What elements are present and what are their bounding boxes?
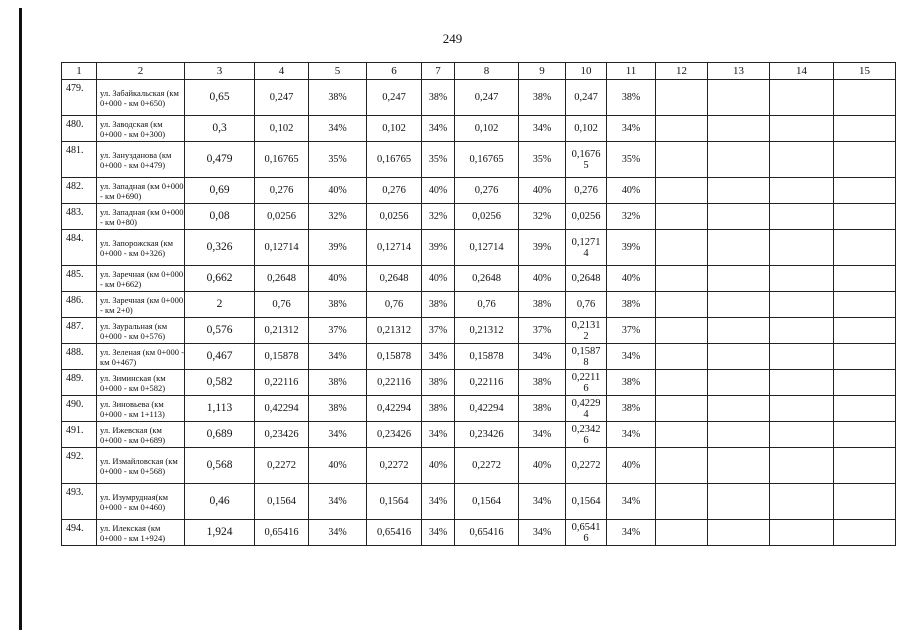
percent-c5: 40%	[309, 266, 367, 292]
percent-c5: 40%	[309, 448, 367, 484]
value-c10: 0,2648	[566, 266, 607, 292]
percent-c7: 35%	[422, 142, 455, 178]
value-length: 0,69	[185, 178, 255, 204]
table-row	[62, 520, 896, 546]
value-c6: 0,276	[367, 178, 422, 204]
percent-c5: 34%	[309, 520, 367, 546]
value-c6: 0,23426	[367, 422, 422, 448]
value-c8: 0,16765	[455, 142, 519, 178]
empty-cell	[656, 292, 708, 318]
empty-cell	[656, 344, 708, 370]
percent-c11: 34%	[607, 344, 656, 370]
empty-cell	[656, 80, 708, 116]
street-name: ул. Заречная (км 0+000 - км 0+662)	[97, 266, 185, 292]
empty-cell	[708, 520, 770, 546]
value-c6: 0,21312	[367, 318, 422, 344]
street-name: ул. Зиминская (км 0+000 - км 0+582)	[97, 370, 185, 396]
value-c6: 0,76	[367, 292, 422, 318]
empty-cell	[834, 318, 896, 344]
value-length: 0,689	[185, 422, 255, 448]
row-number: 487.	[62, 318, 97, 344]
empty-cell	[656, 142, 708, 178]
table-row	[62, 370, 896, 396]
row-number: 479.	[62, 80, 97, 116]
value-c10: 0,22116	[566, 370, 607, 396]
value-c4: 0,2272	[255, 448, 309, 484]
value-c4: 0,16765	[255, 142, 309, 178]
street-name: ул. Зиновьева (км 0+000 - км 1+113)	[97, 396, 185, 422]
value-c10: 0,102	[566, 116, 607, 142]
value-c4: 0,2648	[255, 266, 309, 292]
value-length: 0,08	[185, 204, 255, 230]
table-row	[62, 484, 896, 520]
street-name: ул. Запорожская (км 0+000 - км 0+326)	[97, 230, 185, 266]
value-c6: 0,65416	[367, 520, 422, 546]
value-c6: 0,247	[367, 80, 422, 116]
table-row	[62, 204, 896, 230]
empty-cell	[770, 116, 834, 142]
percent-c5: 38%	[309, 396, 367, 422]
empty-cell	[834, 344, 896, 370]
value-length: 0,576	[185, 318, 255, 344]
percent-c11: 38%	[607, 80, 656, 116]
empty-cell	[656, 484, 708, 520]
table-row	[62, 422, 896, 448]
value-c6: 0,2272	[367, 448, 422, 484]
value-c4: 0,65416	[255, 520, 309, 546]
empty-cell	[770, 318, 834, 344]
table-row	[62, 292, 896, 318]
table-row	[62, 344, 896, 370]
percent-c7: 38%	[422, 292, 455, 318]
percent-c7: 38%	[422, 396, 455, 422]
percent-c9: 40%	[519, 448, 566, 484]
data-table	[61, 62, 896, 546]
table-header-row	[62, 63, 896, 80]
empty-cell	[770, 142, 834, 178]
percent-c11: 40%	[607, 266, 656, 292]
street-name: ул. Заречная (км 0+000 - км 2+0)	[97, 292, 185, 318]
row-number: 489.	[62, 370, 97, 396]
percent-c9: 34%	[519, 422, 566, 448]
value-c8: 0,21312	[455, 318, 519, 344]
row-number: 480.	[62, 116, 97, 142]
value-c6: 0,102	[367, 116, 422, 142]
value-c4: 0,42294	[255, 396, 309, 422]
empty-cell	[656, 520, 708, 546]
percent-c9: 40%	[519, 178, 566, 204]
value-c10: 0,76	[566, 292, 607, 318]
value-c6: 0,15878	[367, 344, 422, 370]
value-c8: 0,0256	[455, 204, 519, 230]
row-number: 483.	[62, 204, 97, 230]
percent-c5: 39%	[309, 230, 367, 266]
street-name: ул. Занузданова (км 0+000 - км 0+479)	[97, 142, 185, 178]
column-header: 1	[62, 63, 97, 80]
value-c8: 0,247	[455, 80, 519, 116]
value-c10: 0,16765	[566, 142, 607, 178]
value-c10: 0,247	[566, 80, 607, 116]
value-c6: 0,22116	[367, 370, 422, 396]
column-header: 4	[255, 63, 309, 80]
empty-cell	[834, 292, 896, 318]
percent-c11: 34%	[607, 116, 656, 142]
percent-c5: 34%	[309, 484, 367, 520]
empty-cell	[834, 80, 896, 116]
column-header: 3	[185, 63, 255, 80]
percent-c11: 32%	[607, 204, 656, 230]
percent-c11: 39%	[607, 230, 656, 266]
value-length: 1,924	[185, 520, 255, 546]
value-length: 0,662	[185, 266, 255, 292]
empty-cell	[708, 142, 770, 178]
column-header: 11	[607, 63, 656, 80]
percent-c7: 40%	[422, 266, 455, 292]
percent-c11: 37%	[607, 318, 656, 344]
empty-cell	[770, 484, 834, 520]
table-row	[62, 396, 896, 422]
street-name: ул. Измайловская (км 0+000 - км 0+568)	[97, 448, 185, 484]
empty-cell	[770, 520, 834, 546]
empty-cell	[770, 80, 834, 116]
percent-c5: 38%	[309, 370, 367, 396]
empty-cell	[770, 266, 834, 292]
percent-c9: 39%	[519, 230, 566, 266]
column-header: 12	[656, 63, 708, 80]
empty-cell	[770, 292, 834, 318]
value-c8: 0,23426	[455, 422, 519, 448]
street-name: ул. Западная (км 0+000 - км 0+690)	[97, 178, 185, 204]
percent-c5: 34%	[309, 116, 367, 142]
empty-cell	[656, 396, 708, 422]
value-c8: 0,12714	[455, 230, 519, 266]
value-length: 2	[185, 292, 255, 318]
value-c8: 0,1564	[455, 484, 519, 520]
percent-c7: 32%	[422, 204, 455, 230]
column-header: 2	[97, 63, 185, 80]
value-c4: 0,1564	[255, 484, 309, 520]
value-c8: 0,2648	[455, 266, 519, 292]
street-name: ул. Илекская (км 0+000 - км 1+924)	[97, 520, 185, 546]
empty-cell	[770, 178, 834, 204]
value-c6: 0,12714	[367, 230, 422, 266]
empty-cell	[708, 178, 770, 204]
percent-c9: 38%	[519, 396, 566, 422]
percent-c7: 34%	[422, 422, 455, 448]
column-header: 14	[770, 63, 834, 80]
empty-cell	[656, 178, 708, 204]
street-name: ул. Изумрудная(км 0+000 - км 0+460)	[97, 484, 185, 520]
value-c10: 0,0256	[566, 204, 607, 230]
margin-bar	[19, 8, 22, 630]
percent-c11: 38%	[607, 370, 656, 396]
table-row	[62, 80, 896, 116]
row-number: 492.	[62, 448, 97, 484]
empty-cell	[770, 230, 834, 266]
column-header: 8	[455, 63, 519, 80]
empty-cell	[770, 448, 834, 484]
percent-c11: 35%	[607, 142, 656, 178]
page-number: 249	[442, 31, 463, 46]
column-header: 7	[422, 63, 455, 80]
value-c4: 0,102	[255, 116, 309, 142]
empty-cell	[834, 370, 896, 396]
percent-c9: 32%	[519, 204, 566, 230]
empty-cell	[656, 318, 708, 344]
value-c10: 0,65416	[566, 520, 607, 546]
value-c4: 0,15878	[255, 344, 309, 370]
percent-c9: 34%	[519, 116, 566, 142]
percent-c5: 35%	[309, 142, 367, 178]
percent-c9: 40%	[519, 266, 566, 292]
empty-cell	[770, 396, 834, 422]
empty-cell	[708, 204, 770, 230]
row-number: 485.	[62, 266, 97, 292]
value-c6: 0,0256	[367, 204, 422, 230]
value-c8: 0,22116	[455, 370, 519, 396]
value-c4: 0,21312	[255, 318, 309, 344]
empty-cell	[708, 230, 770, 266]
empty-cell	[770, 204, 834, 230]
empty-cell	[834, 422, 896, 448]
row-number: 482.	[62, 178, 97, 204]
value-length: 1,113	[185, 396, 255, 422]
value-c10: 0,42294	[566, 396, 607, 422]
percent-c11: 34%	[607, 484, 656, 520]
percent-c9: 34%	[519, 344, 566, 370]
value-length: 0,65	[185, 80, 255, 116]
empty-cell	[708, 80, 770, 116]
empty-cell	[708, 116, 770, 142]
value-length: 0,568	[185, 448, 255, 484]
value-c4: 0,247	[255, 80, 309, 116]
empty-cell	[708, 396, 770, 422]
column-header: 9	[519, 63, 566, 80]
value-c10: 0,1564	[566, 484, 607, 520]
percent-c5: 34%	[309, 344, 367, 370]
percent-c5: 38%	[309, 80, 367, 116]
value-c10: 0,21312	[566, 318, 607, 344]
percent-c11: 38%	[607, 292, 656, 318]
table-row	[62, 116, 896, 142]
value-c6: 0,16765	[367, 142, 422, 178]
table-row	[62, 230, 896, 266]
empty-cell	[770, 370, 834, 396]
value-c8: 0,42294	[455, 396, 519, 422]
empty-cell	[834, 396, 896, 422]
value-length: 0,582	[185, 370, 255, 396]
street-name: ул. Западная (км 0+000 - км 0+80)	[97, 204, 185, 230]
value-c4: 0,22116	[255, 370, 309, 396]
empty-cell	[834, 230, 896, 266]
empty-cell	[656, 448, 708, 484]
empty-cell	[834, 116, 896, 142]
percent-c7: 34%	[422, 344, 455, 370]
percent-c11: 38%	[607, 396, 656, 422]
value-length: 0,3	[185, 116, 255, 142]
percent-c11: 34%	[607, 520, 656, 546]
value-length: 0,479	[185, 142, 255, 178]
empty-cell	[708, 266, 770, 292]
percent-c9: 38%	[519, 292, 566, 318]
empty-cell	[708, 292, 770, 318]
empty-cell	[708, 344, 770, 370]
percent-c11: 40%	[607, 448, 656, 484]
street-name: ул. Зеленая (км 0+000 - км 0+467)	[97, 344, 185, 370]
empty-cell	[834, 142, 896, 178]
empty-cell	[834, 204, 896, 230]
percent-c5: 38%	[309, 292, 367, 318]
row-number: 481.	[62, 142, 97, 178]
column-header: 15	[834, 63, 896, 80]
empty-cell	[656, 230, 708, 266]
empty-cell	[770, 422, 834, 448]
empty-cell	[656, 116, 708, 142]
empty-cell	[708, 484, 770, 520]
value-c6: 0,1564	[367, 484, 422, 520]
row-number: 494.	[62, 520, 97, 546]
table-row	[62, 318, 896, 344]
empty-cell	[834, 484, 896, 520]
column-header: 6	[367, 63, 422, 80]
value-length: 0,46	[185, 484, 255, 520]
percent-c7: 38%	[422, 80, 455, 116]
empty-cell	[656, 204, 708, 230]
value-c6: 0,42294	[367, 396, 422, 422]
empty-cell	[708, 448, 770, 484]
percent-c7: 34%	[422, 116, 455, 142]
percent-c5: 37%	[309, 318, 367, 344]
row-number: 484.	[62, 230, 97, 266]
row-number: 491.	[62, 422, 97, 448]
street-name: ул. Заводская (км 0+000 - км 0+300)	[97, 116, 185, 142]
value-c4: 0,76	[255, 292, 309, 318]
value-c4: 0,276	[255, 178, 309, 204]
empty-cell	[708, 318, 770, 344]
street-name: ул. Забайкальская (км 0+000 - км 0+650)	[97, 80, 185, 116]
value-c8: 0,76	[455, 292, 519, 318]
value-c8: 0,2272	[455, 448, 519, 484]
value-c10: 0,12714	[566, 230, 607, 266]
percent-c7: 37%	[422, 318, 455, 344]
empty-cell	[708, 370, 770, 396]
value-c6: 0,2648	[367, 266, 422, 292]
row-number: 490.	[62, 396, 97, 422]
percent-c5: 34%	[309, 422, 367, 448]
value-length: 0,326	[185, 230, 255, 266]
percent-c11: 34%	[607, 422, 656, 448]
percent-c7: 38%	[422, 370, 455, 396]
column-header: 13	[708, 63, 770, 80]
table-row	[62, 178, 896, 204]
percent-c5: 40%	[309, 178, 367, 204]
row-number: 486.	[62, 292, 97, 318]
percent-c7: 40%	[422, 178, 455, 204]
percent-c9: 34%	[519, 484, 566, 520]
value-length: 0,467	[185, 344, 255, 370]
value-c10: 0,23426	[566, 422, 607, 448]
table-row	[62, 448, 896, 484]
percent-c9: 37%	[519, 318, 566, 344]
table-row	[62, 266, 896, 292]
street-name: ул. Ижевская (км 0+000 - км 0+689)	[97, 422, 185, 448]
empty-cell	[834, 178, 896, 204]
percent-c7: 34%	[422, 484, 455, 520]
value-c8: 0,102	[455, 116, 519, 142]
percent-c9: 38%	[519, 80, 566, 116]
percent-c7: 40%	[422, 448, 455, 484]
empty-cell	[834, 448, 896, 484]
value-c4: 0,12714	[255, 230, 309, 266]
percent-c9: 38%	[519, 370, 566, 396]
percent-c7: 39%	[422, 230, 455, 266]
empty-cell	[834, 266, 896, 292]
empty-cell	[656, 370, 708, 396]
row-number: 488.	[62, 344, 97, 370]
empty-cell	[656, 422, 708, 448]
value-c10: 0,276	[566, 178, 607, 204]
row-number: 493.	[62, 484, 97, 520]
empty-cell	[770, 344, 834, 370]
value-c8: 0,15878	[455, 344, 519, 370]
percent-c7: 34%	[422, 520, 455, 546]
value-c4: 0,23426	[255, 422, 309, 448]
empty-cell	[834, 520, 896, 546]
empty-cell	[656, 266, 708, 292]
column-header: 5	[309, 63, 367, 80]
value-c10: 0,15878	[566, 344, 607, 370]
value-c10: 0,2272	[566, 448, 607, 484]
percent-c5: 32%	[309, 204, 367, 230]
empty-cell	[708, 422, 770, 448]
value-c8: 0,276	[455, 178, 519, 204]
table-row	[62, 142, 896, 178]
value-c4: 0,0256	[255, 204, 309, 230]
value-c8: 0,65416	[455, 520, 519, 546]
column-header: 10	[566, 63, 607, 80]
percent-c9: 35%	[519, 142, 566, 178]
percent-c11: 40%	[607, 178, 656, 204]
percent-c9: 34%	[519, 520, 566, 546]
street-name: ул. Зауральная (км 0+000 - км 0+576)	[97, 318, 185, 344]
